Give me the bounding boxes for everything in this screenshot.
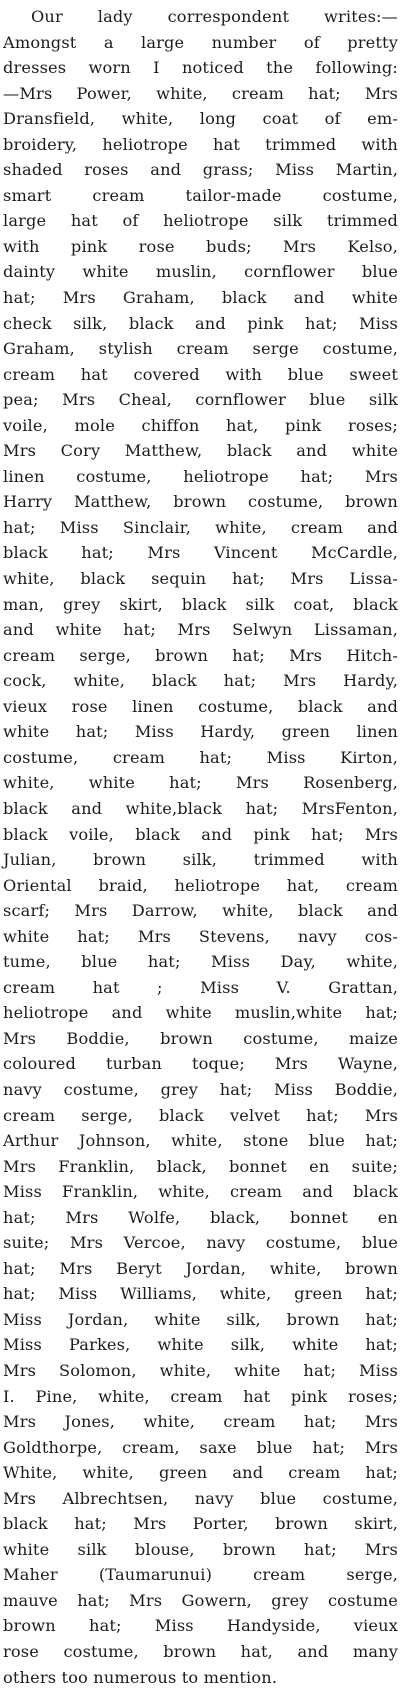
article-line: and white hat; Mrs Selwyn Lissaman, (3, 620, 398, 640)
article-line: Mrs Cory Matthew, black and white (3, 441, 398, 461)
article-line: Mrs Albrechtsen, navy blue costume, (3, 1488, 398, 1508)
article-line: smart cream tailor-made costume, (3, 185, 398, 205)
article-line: White, white, green and cream hat; (3, 1463, 398, 1483)
article-line: white hat; Miss Hardy, green linen (3, 722, 398, 742)
article-line: hat; Mrs Beryt Jordan, white, brown (3, 1258, 398, 1278)
article-line: cream serge, brown hat; Mrs Hitch- (3, 645, 398, 665)
article-line: tume, blue hat; Miss Day, white, (3, 952, 398, 972)
article-line: linen costume, heliotrope hat; Mrs (3, 466, 398, 486)
article-line: Our lady correspondent writes:— (31, 7, 398, 26)
article-line: cream hat ; Miss V. Grattan, (3, 977, 398, 997)
article-line: black hat; Mrs Vincent McCardle, (3, 543, 398, 563)
article-line: with pink rose buds; Mrs Kelso, (3, 236, 398, 256)
article-line: hat; Miss Sinclair, white, cream and (3, 517, 398, 537)
article-line: Miss Parkes, white silk, white hat; (3, 1335, 398, 1355)
article-line: Maher (Taumarunui) cream serge, (3, 1565, 398, 1585)
article-line: suite; Mrs Vercoe, navy costume, blue (3, 1233, 398, 1253)
article-line: Mrs Franklin, black, bonnet en suite; (3, 1156, 398, 1176)
article-line: large hat of heliotrope silk trimmed (3, 211, 398, 231)
article-line: costume, cream hat; Miss Kirton, (3, 747, 398, 767)
article-line: Oriental braid, heliotrope hat, cream (3, 875, 398, 895)
article-line: Goldthorpe, cream, saxe blue hat; Mrs (3, 1437, 398, 1457)
article-line: pea; Mrs Cheal, cornflower blue silk (3, 390, 398, 410)
article-line: white silk blouse, brown hat; Mrs (3, 1539, 398, 1559)
article-line: white hat; Mrs Stevens, navy cos- (3, 926, 398, 946)
article-line: Graham, stylish cream serge costume, (3, 339, 398, 359)
article-line: check silk, black and pink hat; Miss (3, 313, 398, 333)
article-line: voile, mole chiffon hat, pink roses; (3, 415, 398, 435)
article-line: cream hat covered with blue sweet (3, 364, 398, 384)
article-line: vieux rose linen costume, black and (3, 696, 398, 716)
article-line: —Mrs Power, white, cream hat; Mrs (3, 83, 398, 103)
article-line: black and white,black hat; MrsFenton, (3, 798, 398, 818)
article-line: brown hat; Miss Handyside, vieux (3, 1616, 398, 1636)
article-line: Miss Franklin, white, cream and black (3, 1182, 398, 1202)
article-line: dresses worn I noticed the following: (3, 58, 398, 78)
article-line: Mrs Boddie, brown costume, maize (3, 1028, 398, 1048)
article-line: heliotrope and white muslin,white hat; (3, 1003, 398, 1023)
article-line: rose costume, brown hat, and many (3, 1642, 398, 1661)
article-line: white, black sequin hat; Mrs Lissa- (3, 569, 398, 589)
article-line: dainty white muslin, cornflower blue (3, 262, 398, 282)
article-line: cream serge, black velvet hat; Mrs (3, 1105, 398, 1125)
article-line: I. Pine, white, cream hat pink roses; (3, 1386, 398, 1406)
article-line: Harry Matthew, brown costume, brown (3, 492, 398, 512)
article-line: others too numerous to mention. (3, 1667, 278, 1687)
article-line: Dransfield, white, long coat of em- (3, 109, 398, 129)
article-line: navy costume, grey hat; Miss Boddie, (3, 1079, 398, 1099)
article-line: white, white hat; Mrs Rosenberg, (3, 773, 398, 793)
article-line: hat; Miss Williams, white, green hat; (3, 1284, 398, 1304)
article-line: black hat; Mrs Porter, brown skirt, (3, 1514, 398, 1534)
article-line: scarf; Mrs Darrow, white, black and (3, 901, 398, 921)
article-line: cock, white, black hat; Mrs Hardy, (3, 671, 398, 691)
article-line: shaded roses and grass; Miss Martin, (3, 160, 398, 180)
article-line: Miss Jordan, white silk, brown hat; (3, 1309, 398, 1329)
article-line: mauve hat; Mrs Gowern, grey costume (3, 1590, 398, 1610)
article-line: Mrs Solomon, white, white hat; Miss (3, 1360, 398, 1380)
article-line: hat; Mrs Graham, black and white (3, 288, 398, 308)
article-line: Amongst a large number of pretty (3, 32, 398, 52)
article-line: coloured turban toque; Mrs Wayne, (3, 1054, 398, 1074)
article-line: Arthur Johnson, white, stone blue hat; (3, 1131, 398, 1151)
article-line: broidery, heliotrope hat trimmed with (3, 134, 398, 154)
article-line: Mrs Jones, white, cream hat; Mrs (3, 1412, 398, 1432)
article-line: Julian, brown silk, trimmed with (3, 850, 398, 870)
article-line: black voile, black and pink hat; Mrs (3, 824, 398, 844)
article-line: man, grey skirt, black silk coat, black (3, 594, 398, 614)
article-line: hat; Mrs Wolfe, black, bonnet en (3, 1207, 398, 1227)
